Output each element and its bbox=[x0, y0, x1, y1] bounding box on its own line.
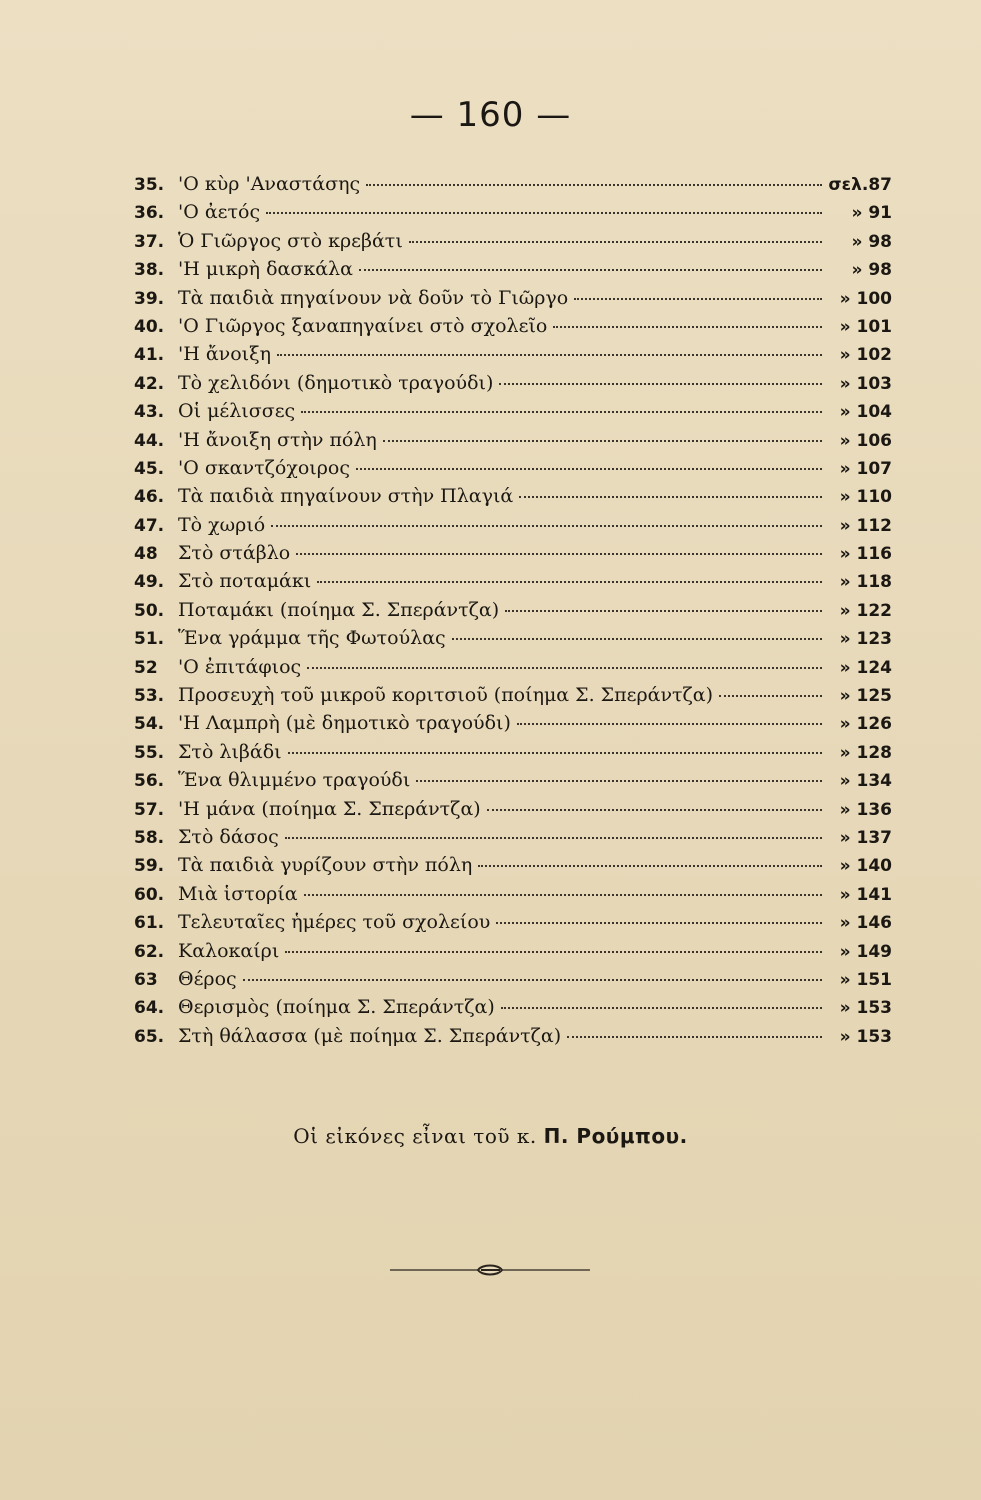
entry-number: 45. bbox=[134, 458, 165, 479]
entry-page: » 101 bbox=[839, 316, 892, 337]
entry-page: » 136 bbox=[839, 799, 892, 820]
toc-entry bbox=[134, 312, 892, 340]
dot-leader bbox=[356, 467, 822, 470]
toc-entry bbox=[134, 198, 892, 226]
entry-page: » 134 bbox=[839, 771, 892, 792]
entry-title: 'Η μικρὴ δασκάλα bbox=[178, 258, 353, 281]
entry-page: » 151 bbox=[839, 969, 892, 990]
toc-entry bbox=[134, 624, 892, 652]
dot-leader bbox=[499, 382, 822, 385]
entry-number: 64. bbox=[134, 998, 165, 1019]
entry-page: » 91 bbox=[851, 203, 892, 224]
entry-title: Οἱ μέλισσες bbox=[178, 400, 296, 423]
entry-page: » 102 bbox=[839, 345, 892, 366]
toc-entry bbox=[134, 738, 892, 766]
toc-entry bbox=[134, 908, 892, 936]
entry-number: 62. bbox=[134, 941, 165, 962]
entry-number: 50. bbox=[134, 600, 165, 621]
entry-number: 37. bbox=[134, 231, 165, 252]
toc-entry bbox=[134, 851, 892, 879]
entry-title: Θέρος bbox=[178, 967, 237, 990]
entry-title: Στὸ λιβάδι bbox=[178, 740, 282, 763]
dot-leader bbox=[359, 268, 822, 271]
toc-entry bbox=[134, 709, 892, 737]
entry-title: Τὰ παιδιὰ πηγαίνουν στὴν Πλαγιά bbox=[178, 485, 514, 508]
entry-number: 39. bbox=[134, 288, 165, 309]
entry-number: 53. bbox=[134, 686, 165, 707]
dot-leader bbox=[366, 183, 822, 186]
dot-leader bbox=[478, 864, 822, 867]
entry-number: 54. bbox=[134, 714, 165, 735]
dot-leader bbox=[452, 637, 822, 640]
entry-title: 'Ο ἐπιτάφιος bbox=[178, 655, 302, 678]
entry-number: 48 bbox=[134, 544, 158, 565]
dot-leader bbox=[519, 495, 822, 498]
entry-title: Τελευταῖες ἡμέρες τοῦ σχολείου bbox=[178, 911, 491, 934]
dot-leader bbox=[574, 297, 822, 300]
page-number: — 160 — bbox=[409, 95, 572, 135]
entry-title: Στὸ δάσος bbox=[178, 825, 279, 848]
entry-number: 36. bbox=[134, 203, 165, 224]
entry-page: » 116 bbox=[839, 544, 892, 565]
toc-entry bbox=[134, 567, 892, 595]
dot-leader bbox=[296, 552, 822, 555]
entry-number: 61. bbox=[134, 913, 165, 934]
toc-entry bbox=[134, 539, 892, 567]
entry-page: » 146 bbox=[839, 913, 892, 934]
entry-page: σελ.87 bbox=[828, 175, 892, 195]
entry-page: » 110 bbox=[839, 487, 892, 508]
entry-title: Καλοκαίρι bbox=[178, 939, 280, 962]
entry-number: 41. bbox=[134, 345, 165, 366]
toc-entry bbox=[134, 454, 892, 482]
dot-leader bbox=[243, 978, 822, 981]
entry-page: » 141 bbox=[839, 884, 892, 905]
entry-page: » 98 bbox=[851, 260, 892, 281]
entry-page: » 122 bbox=[839, 600, 892, 621]
dot-leader bbox=[317, 580, 822, 583]
entry-page: » 112 bbox=[839, 515, 892, 536]
toc-entry bbox=[134, 681, 892, 709]
entry-page: » 153 bbox=[839, 998, 892, 1019]
entry-page: » 118 bbox=[839, 572, 892, 593]
entry-title: Τὰ παιδιὰ γυρίζουν στὴν πόλη bbox=[178, 854, 473, 877]
toc-entry bbox=[134, 965, 892, 993]
dot-leader bbox=[285, 836, 822, 839]
entry-title: Θερισμὸς (ποίημα Σ. Σπεράντζα) bbox=[178, 996, 495, 1019]
toc-entry bbox=[134, 369, 892, 397]
entry-title: Ὁ Γιῶργος στὸ κρεβάτι bbox=[178, 229, 403, 252]
entry-title: 'Ο σκαντζόχοιρος bbox=[178, 456, 350, 479]
dot-leader bbox=[487, 808, 822, 811]
entry-number: 44. bbox=[134, 430, 165, 451]
entry-number: 43. bbox=[134, 402, 165, 423]
entry-title: 'Ο ἀετός bbox=[178, 201, 261, 224]
toc-entry bbox=[134, 596, 892, 624]
entry-title: Προσευχὴ τοῦ μικροῦ κοριτσιοῦ (ποίημα Σ. Σπεράντζα) bbox=[178, 684, 714, 707]
toc-entry bbox=[134, 227, 892, 255]
dot-leader bbox=[277, 353, 822, 356]
dot-leader bbox=[301, 410, 822, 413]
entry-number: 42. bbox=[134, 373, 165, 394]
toc-entry bbox=[134, 795, 892, 823]
entry-title: Ἕνα γράμμα τῆς Φωτούλας bbox=[178, 627, 446, 650]
entry-page: » 124 bbox=[839, 657, 892, 678]
entry-number: 55. bbox=[134, 742, 165, 763]
entry-number: 46. bbox=[134, 487, 165, 508]
dot-leader bbox=[505, 609, 822, 612]
entry-page: » 149 bbox=[839, 941, 892, 962]
toc-entry bbox=[134, 823, 892, 851]
entry-title: 'Η μάνα (ποίημα Σ. Σπεράντζα) bbox=[178, 797, 481, 820]
dot-leader bbox=[567, 1035, 822, 1038]
toc-entry bbox=[134, 993, 892, 1021]
entry-number: 60. bbox=[134, 884, 165, 905]
entry-title: Τὸ χωριό bbox=[178, 513, 266, 536]
entry-title: Τὸ χελιδόνι (δημοτικὸ τραγούδι) bbox=[178, 371, 494, 394]
entry-number: 56. bbox=[134, 771, 165, 792]
entry-title: Ποταμάκι (ποίημα Σ. Σπεράντζα) bbox=[178, 598, 500, 621]
entry-page: » 126 bbox=[839, 714, 892, 735]
entry-title: Στὴ θάλασσα (μὲ ποίημα Σ. Σπεράντζα) bbox=[178, 1024, 562, 1047]
entry-number: 40. bbox=[134, 316, 165, 337]
entry-title: 'Η ἄνοιξη bbox=[178, 343, 271, 366]
entry-number: 35. bbox=[134, 175, 165, 195]
toc-entry bbox=[134, 937, 892, 965]
toc-entry bbox=[134, 766, 892, 794]
entry-page: » 125 bbox=[839, 686, 892, 707]
toc-entry bbox=[134, 880, 892, 908]
entry-page: » 137 bbox=[839, 827, 892, 848]
entry-page: » 128 bbox=[839, 742, 892, 763]
entry-page: » 103 bbox=[839, 373, 892, 394]
toc-entry bbox=[134, 284, 892, 312]
entry-number: 59. bbox=[134, 856, 165, 877]
entry-title: Στὸ στάβλο bbox=[178, 542, 291, 565]
entry-number: 65. bbox=[134, 1026, 165, 1047]
dot-leader bbox=[517, 722, 822, 725]
entry-page: » 100 bbox=[839, 288, 892, 309]
toc-entry bbox=[134, 1022, 892, 1050]
toc-entry bbox=[134, 426, 892, 454]
dot-leader bbox=[271, 524, 822, 527]
entry-number: 52 bbox=[134, 657, 158, 678]
toc-entry bbox=[134, 653, 892, 681]
dot-leader bbox=[383, 439, 822, 442]
dot-leader bbox=[307, 666, 822, 669]
entry-page: » 106 bbox=[839, 430, 892, 451]
toc-entry bbox=[134, 511, 892, 539]
entry-title: 'Ο Γιῶργος ξαναπηγαίνει στὸ σχολεῖο bbox=[178, 314, 548, 337]
table-of-contents bbox=[134, 170, 892, 1050]
entry-number: 38. bbox=[134, 260, 165, 281]
dot-leader bbox=[501, 1006, 822, 1009]
entry-title: Τὰ παιδιὰ πηγαίνουν νὰ δοῦν τὸ Γιῶργο bbox=[178, 286, 569, 309]
entry-number: 51. bbox=[134, 629, 165, 650]
dot-leader bbox=[416, 779, 822, 782]
illustration-credit bbox=[0, 1124, 981, 1148]
toc-entry bbox=[134, 397, 892, 425]
entry-page: » 140 bbox=[839, 856, 892, 877]
entry-title: Στὸ ποταμάκι bbox=[178, 570, 312, 593]
dot-leader bbox=[266, 211, 822, 214]
dot-leader bbox=[553, 325, 822, 328]
toc-entry bbox=[134, 170, 892, 198]
entry-title: 'Ο κὺρ 'Αναστάσης bbox=[178, 173, 361, 195]
entry-page: » 153 bbox=[839, 1026, 892, 1047]
toc-entry bbox=[134, 255, 892, 283]
entry-title: 'Η ἄνοιξη στὴν πόλη bbox=[178, 428, 377, 451]
dot-leader bbox=[719, 694, 822, 697]
entry-page: » 98 bbox=[851, 231, 892, 252]
dot-leader bbox=[496, 921, 822, 924]
credit-name: Π. Ρούμπου. bbox=[543, 1124, 688, 1148]
entry-number: 47. bbox=[134, 515, 165, 536]
dot-leader bbox=[285, 950, 822, 953]
entry-number: 63 bbox=[134, 969, 158, 990]
dot-leader bbox=[409, 240, 822, 243]
entry-number: 49. bbox=[134, 572, 165, 593]
entry-number: 57. bbox=[134, 799, 165, 820]
end-ornament-icon bbox=[390, 1262, 590, 1278]
toc-entry bbox=[134, 340, 892, 368]
entry-page: » 123 bbox=[839, 629, 892, 650]
entry-title: 'Η Λαμπρὴ (μὲ δημοτικὸ τραγούδι) bbox=[178, 712, 511, 735]
dot-leader bbox=[304, 893, 822, 896]
entry-page: » 104 bbox=[839, 402, 892, 423]
entry-page: » 107 bbox=[839, 458, 892, 479]
toc-entry bbox=[134, 482, 892, 510]
entry-number: 58. bbox=[134, 827, 165, 848]
entry-title: Μιὰ ἱστορία bbox=[178, 882, 298, 905]
entry-title: Ἕνα θλιμμένο τραγούδι bbox=[178, 769, 411, 792]
credit-text: Οἱ εἰκόνες εἶναι τοῦ κ. bbox=[293, 1124, 537, 1148]
dot-leader bbox=[288, 751, 822, 754]
